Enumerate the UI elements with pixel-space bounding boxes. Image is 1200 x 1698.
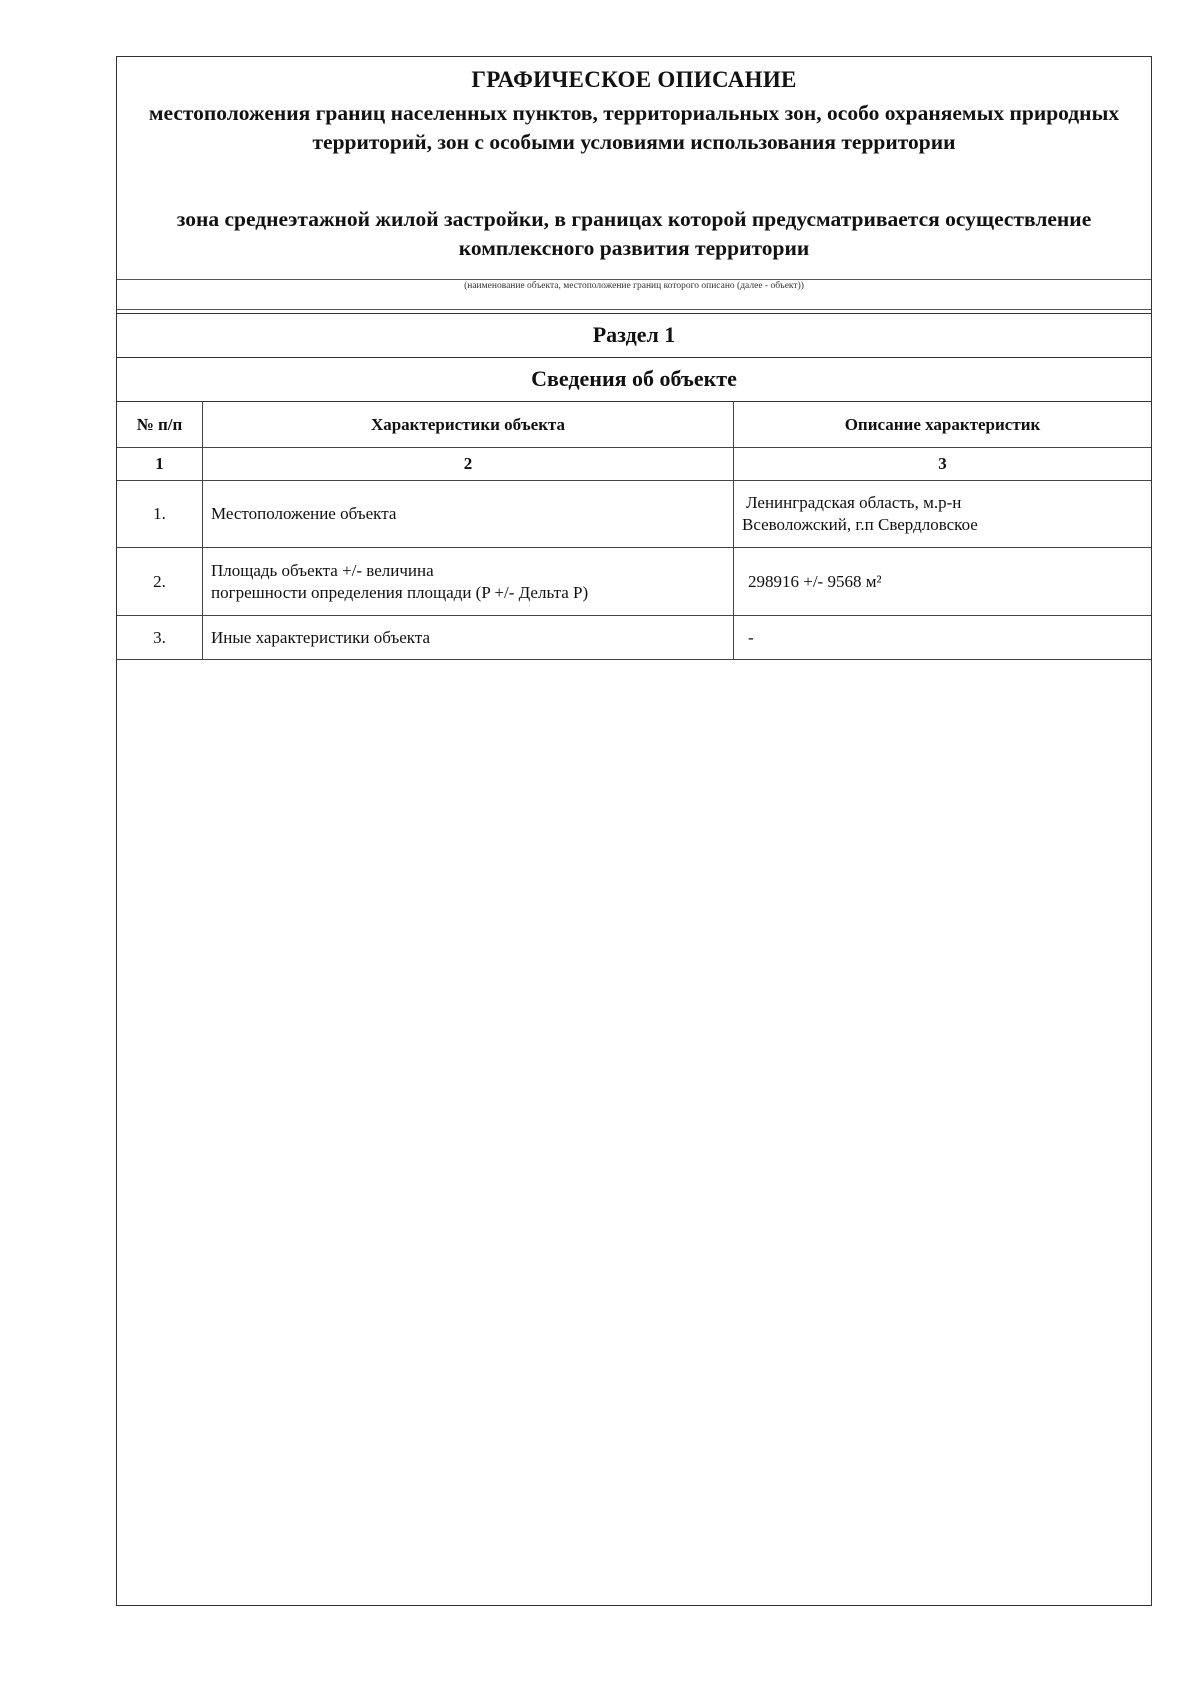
row-number: 1.	[117, 481, 203, 548]
row-characteristic	[203, 548, 734, 616]
divider-line	[117, 309, 1151, 310]
table-row	[117, 616, 1151, 660]
column-number: 1	[117, 448, 203, 481]
object-info-table	[117, 401, 1151, 660]
description-line: Ленинградская область, м.р-н	[746, 493, 962, 512]
object-name-note: (наименование объекта, местоположение границ которого описано (далее - объект))	[464, 281, 804, 291]
characteristic-line: Площадь объекта +/- величина	[211, 560, 434, 580]
row-number: 2.	[117, 548, 203, 616]
object-zone-name: зона среднеэтажной жилой застройки, в границах которой предусматривается осуществление комплексного развития территории	[176, 207, 1092, 260]
column-header-number: № п/п	[117, 402, 203, 448]
row-description: -	[734, 616, 1152, 660]
table-row	[117, 548, 1151, 616]
table-header-row	[117, 402, 1151, 448]
document-subtitle: местоположения границ населенных пунктов, территориальных зон, особо охраняемых природных территорий, зон с особыми условиями использования территории	[148, 101, 1120, 154]
column-number: 2	[203, 448, 734, 481]
row-description: 298916 +/- 9568 м²	[734, 548, 1152, 616]
description-line: Всеволожский, г.п Свердловское	[742, 515, 978, 534]
divider-line	[117, 279, 1151, 280]
column-number: 3	[734, 448, 1152, 481]
column-header-description: Описание характеристик	[734, 402, 1152, 448]
document-header	[117, 57, 1151, 279]
row-characteristic: Иные характеристики объекта	[203, 616, 734, 660]
column-number-row	[117, 448, 1151, 481]
characteristic-line: погрешности определения площади (P +/- Дельта P)	[211, 582, 589, 602]
table-row	[117, 481, 1151, 548]
row-description	[734, 481, 1152, 548]
section-heading: Сведения об объекте	[531, 366, 737, 391]
divider-line	[117, 313, 1151, 314]
column-header-characteristic: Характеристики объекта	[203, 402, 734, 448]
row-number: 3.	[117, 616, 203, 660]
divider-line	[117, 357, 1151, 358]
row-characteristic: Местоположение объекта	[203, 481, 734, 548]
document-frame	[116, 56, 1152, 1606]
section-label: Раздел 1	[592, 322, 676, 347]
document-title: ГРАФИЧЕСКОЕ ОПИСАНИЕ	[471, 67, 797, 92]
